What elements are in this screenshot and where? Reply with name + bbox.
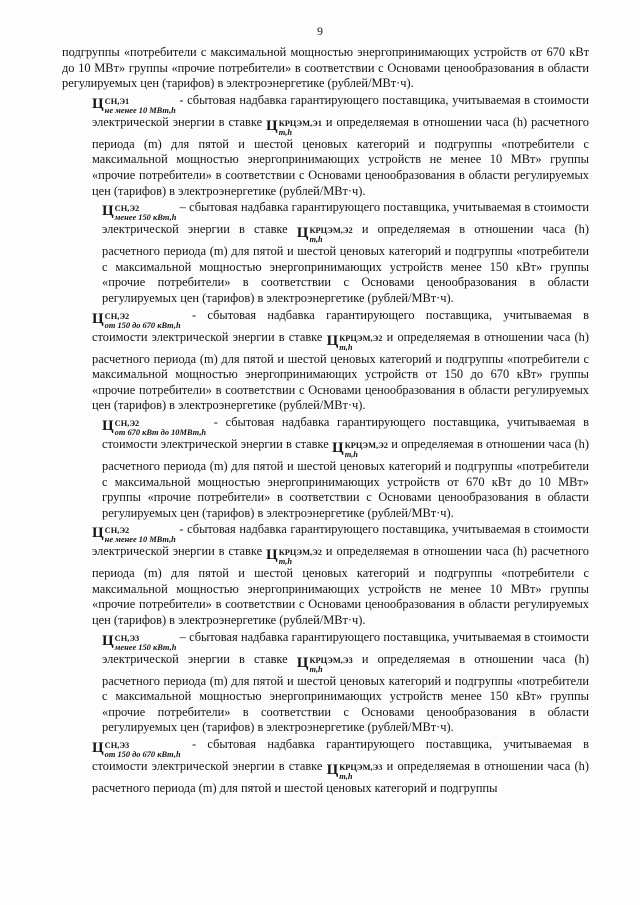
surcharge-symbol-subscript: от 150 до 670 кВт,h <box>104 750 181 760</box>
rate-symbol-superscript: КРЦЭМ,Э2 <box>344 440 388 450</box>
definition-text-continued: и определяемая в отношении часа (h) расчетного периода (m) для пятой и шестой ценовых категорий и подгруппы «потребители с максимальной мощностью энергопринимающих устройств не менее 10 МВт» группы «прочие потребители» в соответствии с Основами ценообразования в области регулируемых цен (тарифов) в электроэнергетике (рублей/МВт·ч). <box>92 544 590 628</box>
rate-symbol-subscript: m,h <box>309 235 323 245</box>
rate-symbol-superscript: КРЦЭМ,Э2 <box>278 548 322 558</box>
surcharge-symbol-superscript: СН,Э2 <box>104 526 130 536</box>
definition-text: - сбытовая надбавка гарантирующего поставщика, учитываемая в стоимости электрической энергии в ставке <box>92 92 589 129</box>
rate-symbol-superscript: КРЦЭМ,Э2 <box>339 333 383 343</box>
rate-symbol <box>327 334 383 352</box>
rate-symbol-base: Ц <box>296 654 309 671</box>
surcharge-symbol-base: Ц <box>92 310 104 327</box>
surcharge-symbol <box>92 312 181 330</box>
document-body <box>62 45 589 797</box>
surcharge-symbol-scripts <box>115 204 177 222</box>
definition-paragraph <box>62 630 589 736</box>
definitions-list <box>62 93 589 797</box>
surcharge-symbol-superscript: СН,Э3 <box>104 741 130 751</box>
rate-symbol-scripts <box>339 763 382 781</box>
surcharge-symbol-scripts <box>105 741 181 759</box>
rate-symbol-base: Ц <box>266 117 278 134</box>
surcharge-symbol-subscript: менее 150 кВт,h <box>114 642 177 652</box>
rate-symbol-base: Ц <box>326 332 339 349</box>
surcharge-symbol-base: Ц <box>102 632 114 649</box>
surcharge-symbol-superscript: СН,Э2 <box>114 418 140 428</box>
rate-symbol <box>297 226 353 244</box>
definition-text: – сбытовая надбавка гарантирующего поставщика, учитываемая в стоимости электрической энергии в ставке <box>102 200 589 237</box>
definition-paragraph <box>62 737 589 797</box>
definition-text: – сбытовая надбавка гарантирующего поставщика, учитываемая в стоимости электрической энергии в ставке <box>102 629 589 666</box>
rate-symbol <box>297 656 353 674</box>
rate-symbol-superscript: КРЦЭМ,Э2 <box>309 226 353 236</box>
definition-text-continued: и определяемая в отношении часа (h) расчетного периода (m) для пятой и шестой ценовых категорий и подгруппы «потребители с максимальной мощностью энергопринимающих устройств не менее 10 МВт» группы «прочие потребители» в соответствии с Основами ценообразования в области регулируемых цен (тарифов) в электроэнергетике (рублей/МВт·ч). <box>92 114 590 198</box>
rate-symbol-subscript: m,h <box>339 342 353 352</box>
surcharge-symbol-base: Ц <box>102 417 114 434</box>
rate-symbol <box>327 763 383 781</box>
rate-symbol-subscript: m,h <box>278 557 292 567</box>
surcharge-symbol <box>92 526 176 544</box>
definition-paragraph <box>62 308 589 414</box>
definition-paragraph <box>62 415 589 521</box>
rate-symbol-scripts <box>345 441 388 459</box>
definition-text-continued: и определяемая в отношении часа (h) расчетного периода (m) для пятой и шестой ценовых категорий и подгруппы <box>92 759 590 796</box>
page-number: 9 <box>317 24 323 38</box>
rate-symbol <box>332 441 388 459</box>
rate-symbol-scripts <box>279 119 322 137</box>
surcharge-symbol-scripts <box>105 312 181 330</box>
surcharge-symbol-superscript: СН,Э2 <box>104 311 130 321</box>
rate-symbol-subscript: m,h <box>278 127 292 137</box>
definition-text-continued: и определяемая в отношении часа (h) расчетного периода (m) для пятой и шестой ценовых категорий и подгруппы «потребители с максимальной мощностью энергопринимающих устройств от 670 кВт до 10 МВт» группы «прочие потребители» в соответствии с Основами ценообразования в области регулируемых цен (тарифов) в электроэнергетике (рублей/МВт·ч). <box>102 436 590 520</box>
definition-text-continued: и определяемая в отношении часа (h) расчетного периода (m) для пятой и шестой ценовых категорий и подгруппы «потребители с максимальной мощностью энергопринимающих устройств менее 150 кВт» группы «прочие потребители» в соответствии с Основами ценообразования в области регулируемых цен (тарифов) в электроэнергетике (рублей/МВт·ч). <box>102 222 590 305</box>
rate-symbol-superscript: КРЦЭМ,Э3 <box>309 655 353 665</box>
surcharge-symbol-subscript: менее 150 кВт,h <box>114 213 177 223</box>
rate-symbol-subscript: m,h <box>309 664 323 674</box>
definition-text: - сбытовая надбавка гарантирующего поставщика, учитываемая в стоимости электрической энергии в ставке <box>92 737 589 774</box>
definition-text-continued: и определяемая в отношении часа (h) расчетного периода (m) для пятой и шестой ценовых категорий и подгруппы «потребители с максимальной мощностью энергопринимающих устройств от 150 до 670 кВт» группы «прочие потребители» в соответствии с Основами ценообразования в области регулируемых цен (тарифов) в электроэнергетике (рублей/МВт·ч). <box>92 329 590 413</box>
surcharge-symbol <box>102 419 206 437</box>
rate-symbol-superscript: КРЦЭМ,Э1 <box>278 118 322 128</box>
rate-symbol-base: Ц <box>326 762 339 779</box>
definition-paragraph <box>62 522 589 628</box>
rate-symbol-scripts <box>309 656 352 674</box>
definition-text: - сбытовая надбавка гарантирующего поставщика, учитываемая в стоимости электрической энергии в ставке <box>92 307 589 344</box>
surcharge-symbol <box>102 204 176 222</box>
definition-paragraph <box>62 200 589 306</box>
rate-symbol-scripts <box>279 548 322 566</box>
rate-symbol-base: Ц <box>296 225 309 242</box>
surcharge-symbol <box>92 741 181 759</box>
rate-symbol-subscript: m,h <box>339 772 353 782</box>
surcharge-symbol-scripts <box>115 634 177 652</box>
surcharge-symbol <box>92 97 176 115</box>
rate-symbol <box>266 548 322 566</box>
surcharge-symbol-superscript: СН,Э3 <box>114 633 140 643</box>
surcharge-symbol-base: Ц <box>102 203 114 220</box>
surcharge-symbol-base: Ц <box>92 525 104 542</box>
rate-symbol-superscript: КРЦЭМ,Э3 <box>339 763 383 773</box>
rate-symbol-scripts <box>309 226 352 244</box>
surcharge-symbol-superscript: СН,Э2 <box>114 204 140 214</box>
surcharge-symbol-subscript: не менее 10 МВт,h <box>104 105 176 115</box>
definition-text-continued: и определяемая в отношении часа (h) расчетного периода (m) для пятой и шестой ценовых категорий и подгруппы «потребители с максимальной мощностью энергопринимающих устройств менее 150 кВт» группы «прочие потребители» в соответствии с Основами ценообразования в области регулируемых цен (тарифов) в электроэнергетике (рублей/МВт·ч). <box>102 651 590 735</box>
surcharge-symbol-subscript: не менее 10 МВт,h <box>104 535 176 545</box>
rate-symbol-base: Ц <box>332 439 344 456</box>
rate-symbol <box>266 119 322 137</box>
definition-paragraph <box>62 93 589 199</box>
surcharge-symbol-scripts <box>115 419 206 437</box>
definition-text: - сбытовая надбавка гарантирующего поставщика, учитываемая в стоимости электрической энергии в ставке <box>92 522 589 559</box>
surcharge-symbol-base: Ц <box>92 95 104 112</box>
surcharge-symbol-base: Ц <box>92 740 104 757</box>
continuation-paragraph: подгруппы «потребители с максимальной мощностью энергопринимающих устройств от 670 кВт до 10 МВт» группы «прочие потребители» в соответствии с Основами ценообразования в области регулируемых цен (тарифов) в электроэнергетике (рублей/МВт·ч). <box>62 45 589 91</box>
rate-symbol-base: Ц <box>266 547 278 564</box>
definition-text: - сбытовая надбавка гарантирующего поставщика, учитываемая в стоимости электрической энергии в ставке <box>102 414 589 451</box>
rate-symbol-scripts <box>339 334 382 352</box>
surcharge-symbol-subscript: от 150 до 670 кВт,h <box>104 320 181 330</box>
surcharge-symbol <box>102 634 176 652</box>
surcharge-symbol-scripts <box>105 526 176 544</box>
surcharge-symbol-scripts <box>105 97 176 115</box>
surcharge-symbol-superscript: СН,Э1 <box>104 96 130 106</box>
rate-symbol-subscript: m,h <box>344 449 358 459</box>
surcharge-symbol-subscript: от 670 кВт до 10МВт,h <box>114 427 207 437</box>
